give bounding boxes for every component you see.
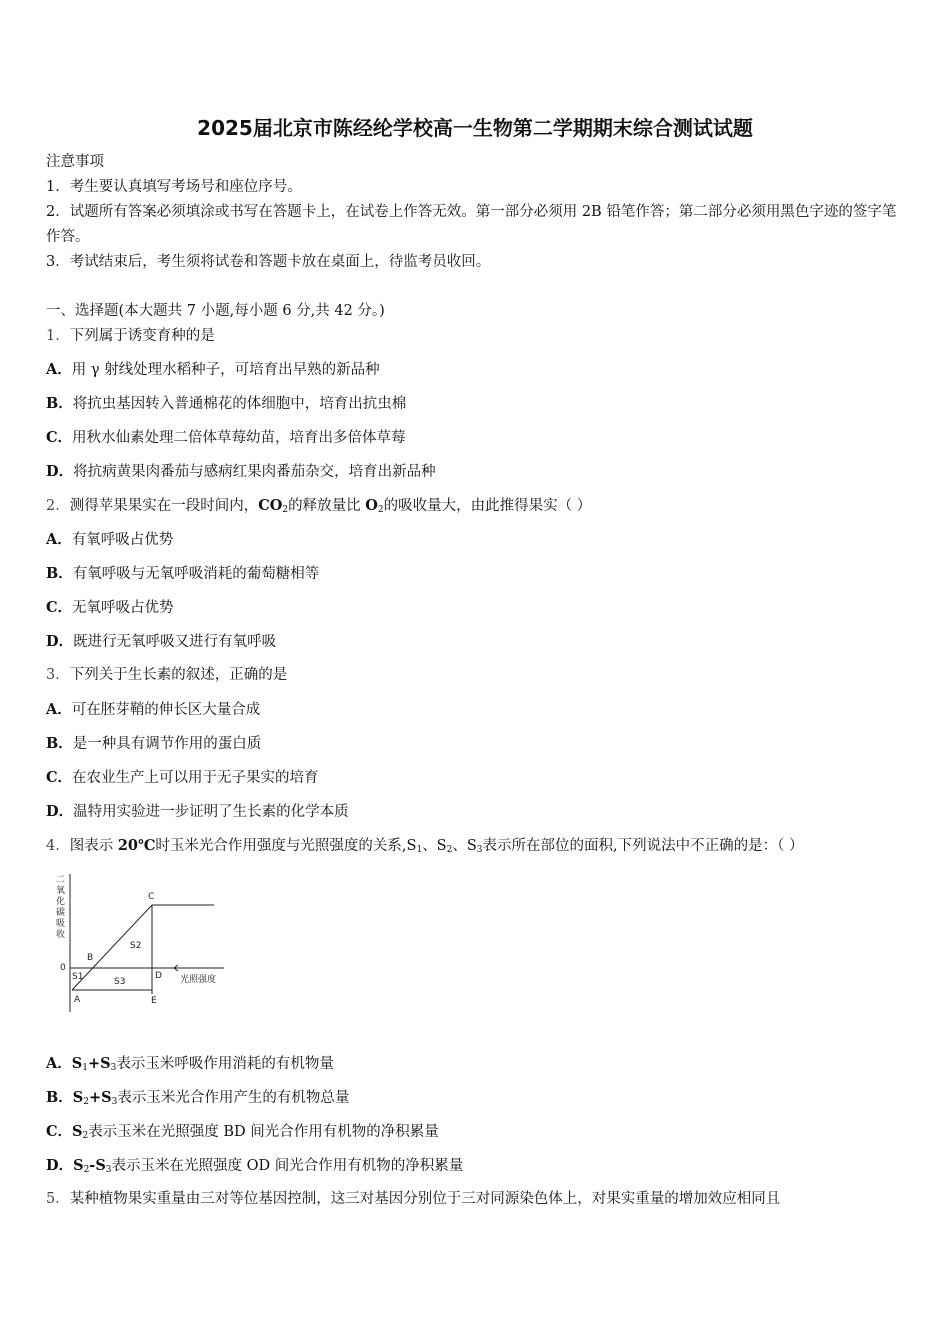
question-number: 2． (46, 498, 70, 514)
option-text: S (73, 1157, 84, 1174)
question-5-stem (46, 1187, 910, 1212)
option-key: D． (46, 803, 74, 820)
option-c (46, 765, 910, 791)
formula-o: O (365, 497, 378, 514)
option-key: A． (46, 701, 72, 718)
subscript: 2 (377, 505, 384, 515)
option-text: 表示玉米在光照强度 OD 间光合作用有机物的净积累量 (111, 1158, 464, 1174)
question-text: 表示所在部位的面积,下列说法中不正确的是：（ ） (482, 838, 804, 854)
graph-point-d: D (155, 971, 162, 981)
question-4-stem (46, 833, 910, 863)
subscript: 3 (105, 1165, 112, 1175)
option-a (46, 357, 910, 383)
option-a (46, 527, 910, 553)
option-key: D． (46, 633, 74, 650)
note-item: 2．试题所有答案必须填涂或书写在答题卡上，在试卷上作答无效。第一部分必须用 2B 铅笔作答；第二部分必须用黑色字迹的签字笔作答。 (46, 204, 897, 245)
question-text: 图表示 (69, 838, 118, 854)
option-b (46, 561, 910, 587)
subscript: 2 (83, 1097, 89, 1107)
option-text: -S (89, 1157, 106, 1174)
graph-y-label-char: 收 (56, 930, 66, 940)
option-text: 表示玉米呼吸作用消耗的有机物量 (116, 1056, 334, 1072)
option-text: S (72, 1123, 83, 1140)
graph-point-c: C (148, 892, 155, 902)
subscript: 2 (446, 845, 453, 855)
photosynthesis-graph (54, 872, 254, 1017)
question-text: 、S (422, 838, 447, 854)
subscript: 1 (82, 1063, 88, 1073)
question-number: 1． (46, 328, 70, 344)
option-key: B． (46, 395, 73, 412)
graph-point-a: A (74, 995, 81, 1005)
page-title: 2025届北京市陈经纶学校高一生物第二学期期末综合测试试题 (197, 116, 753, 140)
option-b (46, 1085, 910, 1115)
option-key: D． (46, 463, 74, 480)
graph-point-b: B (87, 953, 94, 963)
option-text: +S (88, 1089, 112, 1106)
subscript: 3 (110, 1063, 117, 1073)
option-text: 将抗虫基因转入普通棉花的体细胞中，培育出抗虫棉 (72, 396, 407, 412)
graph-y-label-char: 化 (56, 897, 66, 907)
graph-area-s2: S2 (130, 941, 142, 951)
option-key: A． (46, 531, 72, 548)
section-heading: 一、选择题(本大题共 7 小题,每小题 6 分,共 42 分。) (46, 303, 385, 319)
subscript: 2 (82, 1131, 89, 1141)
subscript: 3 (476, 845, 483, 855)
option-d (46, 629, 910, 655)
option-text: 表示玉米光合作用产生的有机物总量 (117, 1090, 350, 1106)
option-text: 有氧呼吸与无氧呼吸消耗的葡萄糖相等 (72, 566, 320, 582)
option-text: S (71, 1055, 83, 1072)
option-c (46, 595, 910, 621)
graph-origin-label: 0 (60, 963, 66, 973)
option-text: 可在胚芽鞘的伸长区大量合成 (71, 702, 261, 718)
option-key: B． (46, 565, 73, 582)
subscript: 2 (282, 505, 289, 515)
option-text: 有氧呼吸占优势 (71, 532, 174, 548)
option-text: 将抗病黄果肉番茄与感病红果肉番茄杂交，培育出新品种 (73, 464, 436, 480)
option-b (46, 731, 910, 757)
option-text: S (72, 1089, 84, 1106)
question-3-stem (46, 663, 910, 688)
option-text: 温特用实验进一步证明了生长素的化学本质 (73, 804, 349, 820)
option-text: 无氧呼吸占优势 (72, 600, 174, 616)
option-text: 是一种具有调节作用的蛋白质 (72, 736, 262, 752)
graph-y-label-char: 二 (56, 875, 66, 885)
option-key: C． (46, 1123, 73, 1140)
option-c (46, 425, 910, 451)
option-key: B． (46, 1089, 73, 1106)
graph-y-label (56, 875, 65, 940)
question-text: 下列关于生长素的叙述，正确的是 (69, 667, 288, 683)
option-text: 用秋水仙素处理二倍体草莓幼苗，培育出多倍体草莓 (72, 430, 406, 446)
subscript: 1 (416, 845, 423, 855)
graph-y-label-char: 吸 (56, 919, 66, 929)
option-text: 表示玉米在光照强度 BD 间光合作用有机物的净积累量 (88, 1124, 439, 1140)
subscript: 2 (83, 1165, 90, 1175)
formula-co: CO (258, 497, 283, 514)
question-text: 下列属于诱变育种的是 (69, 328, 215, 344)
subscript: 3 (111, 1097, 118, 1107)
option-key: B． (46, 735, 73, 752)
question-number: 4． (46, 838, 70, 854)
question-text: 某种植物果实重量由三对等位基因控制，这三对基因分别位于三对同源染色体上，对果实重量的增加效应相同且 (69, 1191, 781, 1207)
question-number: 5． (46, 1191, 70, 1207)
option-key: C． (46, 429, 73, 446)
option-d (46, 799, 910, 825)
question-number: 3． (46, 667, 70, 683)
graph-area-s1: S1 (72, 972, 84, 982)
graph-point-e: E (151, 996, 157, 1006)
option-key: A． (46, 1055, 72, 1072)
question-text: 的释放量比 (288, 498, 366, 514)
option-key: A． (46, 361, 72, 378)
temperature: 20℃ (117, 837, 156, 854)
question-text: 的吸收量大，由此推得果实（ ） (383, 498, 592, 514)
question-text: 、S (452, 838, 477, 854)
notes-heading: 注意事项 (46, 154, 104, 170)
option-key: D． (46, 1157, 74, 1174)
graph-area-s3: S3 (114, 977, 126, 987)
graph-y-label-char: 碳 (56, 908, 66, 918)
note-item: 3．考试结束后，考生须将试卷和答题卡放在桌面上，待监考员收回。 (46, 254, 491, 270)
question-1-stem (46, 324, 910, 349)
question-text: 时玉米光合作用强度与光照强度的关系,S (155, 838, 417, 854)
option-d (46, 459, 910, 485)
option-text: +S (87, 1055, 111, 1072)
graph-y-label-char: 氧 (56, 886, 66, 896)
question-2-stem (46, 493, 910, 523)
option-a (46, 1051, 910, 1081)
option-a (46, 697, 910, 723)
question-text: 测得苹果果实在一段时间内， (69, 498, 259, 514)
option-key: C． (46, 599, 73, 616)
option-d (46, 1153, 910, 1183)
note-item: 1．考生要认真填写考场号和座位序号。 (46, 179, 302, 195)
graph-x-label: 光照强度 (180, 975, 217, 985)
option-key: C． (46, 769, 73, 786)
option-c (46, 1119, 910, 1149)
option-text: 用 γ 射线处理水稻种子，可培育出早熟的新品种 (71, 362, 380, 378)
option-b (46, 391, 910, 417)
option-text: 既进行无氧呼吸又进行有氧呼吸 (73, 634, 277, 650)
option-text: 在农业生产上可以用于无子果实的培育 (72, 770, 319, 786)
